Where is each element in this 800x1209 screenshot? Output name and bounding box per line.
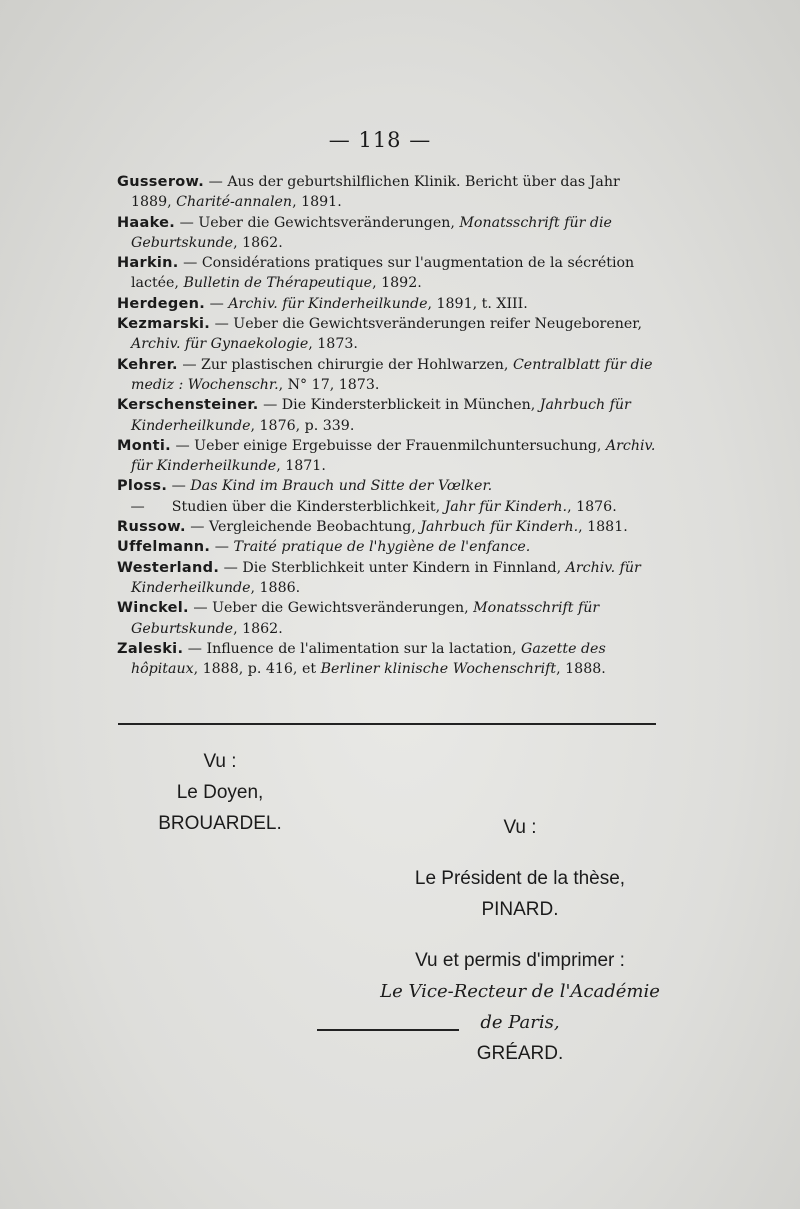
author-name: Ploss. [117,478,168,495]
author-name: Westerland. [117,559,220,576]
entry-title: Charité-annalen [176,194,293,211]
entry-title: Gazette des hôpitaux [131,640,606,678]
bibliography-entry [117,558,657,599]
bibliography-entry [117,395,657,436]
approval-vu-label: Vu : [503,817,537,838]
entry-text: — Influence de l'alimentation sur la lactation, [183,640,521,657]
entry-tail: , 1871. [276,458,326,475]
entry-tail: , 1876, p. 339. [250,417,355,434]
approval-dean [150,746,290,839]
entry-text: — Die Sterblichkeit unter Kindern in Finnland, [219,559,566,576]
bibliography-entry [117,639,657,680]
entry-title: Archiv. für Kinderheilkunde [131,437,656,475]
bibliography-entry [117,213,657,254]
entry-text: — Ueber die Gewichtsveränderungen, [175,214,460,231]
entry-tail: , 1881. [578,519,628,536]
author-name: Monti. [117,437,171,454]
author-name: Kerschensteiner. [117,397,259,414]
bibliography-entry [117,497,657,517]
author-name: Kehrer. [117,356,178,373]
bibliography-entry [117,598,657,639]
entry-text: — [210,539,234,556]
bibliography-entry [117,476,657,496]
bibliography-entry [117,172,657,213]
bibliography-entry [117,537,657,557]
separator-rule [118,723,656,725]
entry-title: Bulletin de Thérapeutique [183,275,373,292]
page-number: — 118 — [328,128,432,152]
entry-title: Archiv. für Kinderheilkunde [228,295,428,312]
bibliography-entry [117,517,657,537]
author-name: Kezmarski. [117,316,211,333]
entry-title: Archiv. für Kinderheilkunde [131,559,641,596]
author-name: Haake. [117,214,176,231]
entry-text: — Considérations pratiques sur l'augmentation de la sécrétion lactée, [131,255,635,292]
entry-text: — [205,295,229,312]
closing-rule [317,1029,459,1031]
entry-tail: , 1862. [233,234,283,251]
entry-title: Monatsschrift für Geburtskunde [131,600,600,637]
entry-text: — Ueber einige Ergebuisse der Frauenmilchuntersuchung, [170,437,606,454]
entry-tail: , 1892. [372,275,422,292]
entry-tail: , 1862. [233,620,283,637]
author-name: Russow. [117,519,186,536]
entry-tail: , 1888. [556,661,606,678]
vice-rector-name: GRÉARD. [476,1043,564,1064]
entry-title: Jahr für Kinderh. [444,498,568,515]
entry-title: Traité pratique de l'hygiène de l'enfance. [233,539,531,556]
entry-title: Berliner klinische Wochenschrift [320,661,557,678]
entry-title: Jahrbuch für Kinderh. [420,519,579,536]
entry-tail: , N° 17, 1873. [278,376,380,393]
bibliography-entry [117,355,657,396]
entry-text: — Aus der geburtshilflichen Klinik. Bericht über das Jahr 1889, [131,174,620,211]
entry-tail: , 1891. [292,194,342,211]
entry-title: Das Kind im Brauch und Sitte der Vœlker. [190,478,493,495]
entry-text: — Ueber die Gewichtsveränderungen, [188,600,474,617]
entry-title: Jahrbuch für Kinderheilkunde [131,397,631,434]
approval-dean-title: Le Doyen, [176,782,264,803]
approval-president-name: PINARD. [481,899,559,920]
author-name: Harkin. [117,255,179,272]
author-name: Herdegen. [117,295,206,312]
entry-tail: , 1873. [308,336,358,353]
author-name: Uffelmann. [117,539,211,556]
approval-dean-name: BROUARDEL. [158,813,282,834]
entry-tail: , 1888, p. 416, et [193,661,321,678]
bibliography-list [117,172,657,679]
entry-title: Archiv. für Gynaekologie [131,336,309,353]
print-permission-label: Vu et permis d'imprimer : [415,950,625,971]
entry-tail: , 1876. [567,498,617,515]
bibliography-entry [117,436,657,477]
entry-text: — [167,478,191,495]
vice-rector-title: Le Vice-Recteur de l'Académie de Paris, [380,981,660,1033]
entry-text: — Zur plastischen chirurgie der Hohlwarzen, [177,356,513,373]
entry-tail: , 1886. [250,579,301,596]
entry-tail: , 1891, t. XIII. [427,295,528,312]
entry-text: — Vergleichende Beobachtung, [185,519,421,536]
entry-text: — Ueber die Gewichtsveränderungen reifer Neugeborener, [210,316,642,333]
author-name: Zaleski. [117,640,184,657]
author-name: Winckel. [117,600,189,617]
entry-title: Centralblatt für die mediz : Wochenschr. [131,356,653,393]
author-name: Gusserow. [117,174,205,190]
approval-vu-label: Vu : [203,751,237,772]
entry-text: — Die Kindersterblickeit in München, [258,397,540,414]
bibliography-entry [117,253,657,294]
entry-title: Monatsschrift für die Geburtskunde [131,214,612,251]
entry-text: — Studien über die Kindersterblichkeit, [117,498,445,515]
bibliography-entry [117,294,657,314]
bibliography-entry [117,314,657,355]
approval-president-title: Le Président de la thèse, [414,868,626,889]
